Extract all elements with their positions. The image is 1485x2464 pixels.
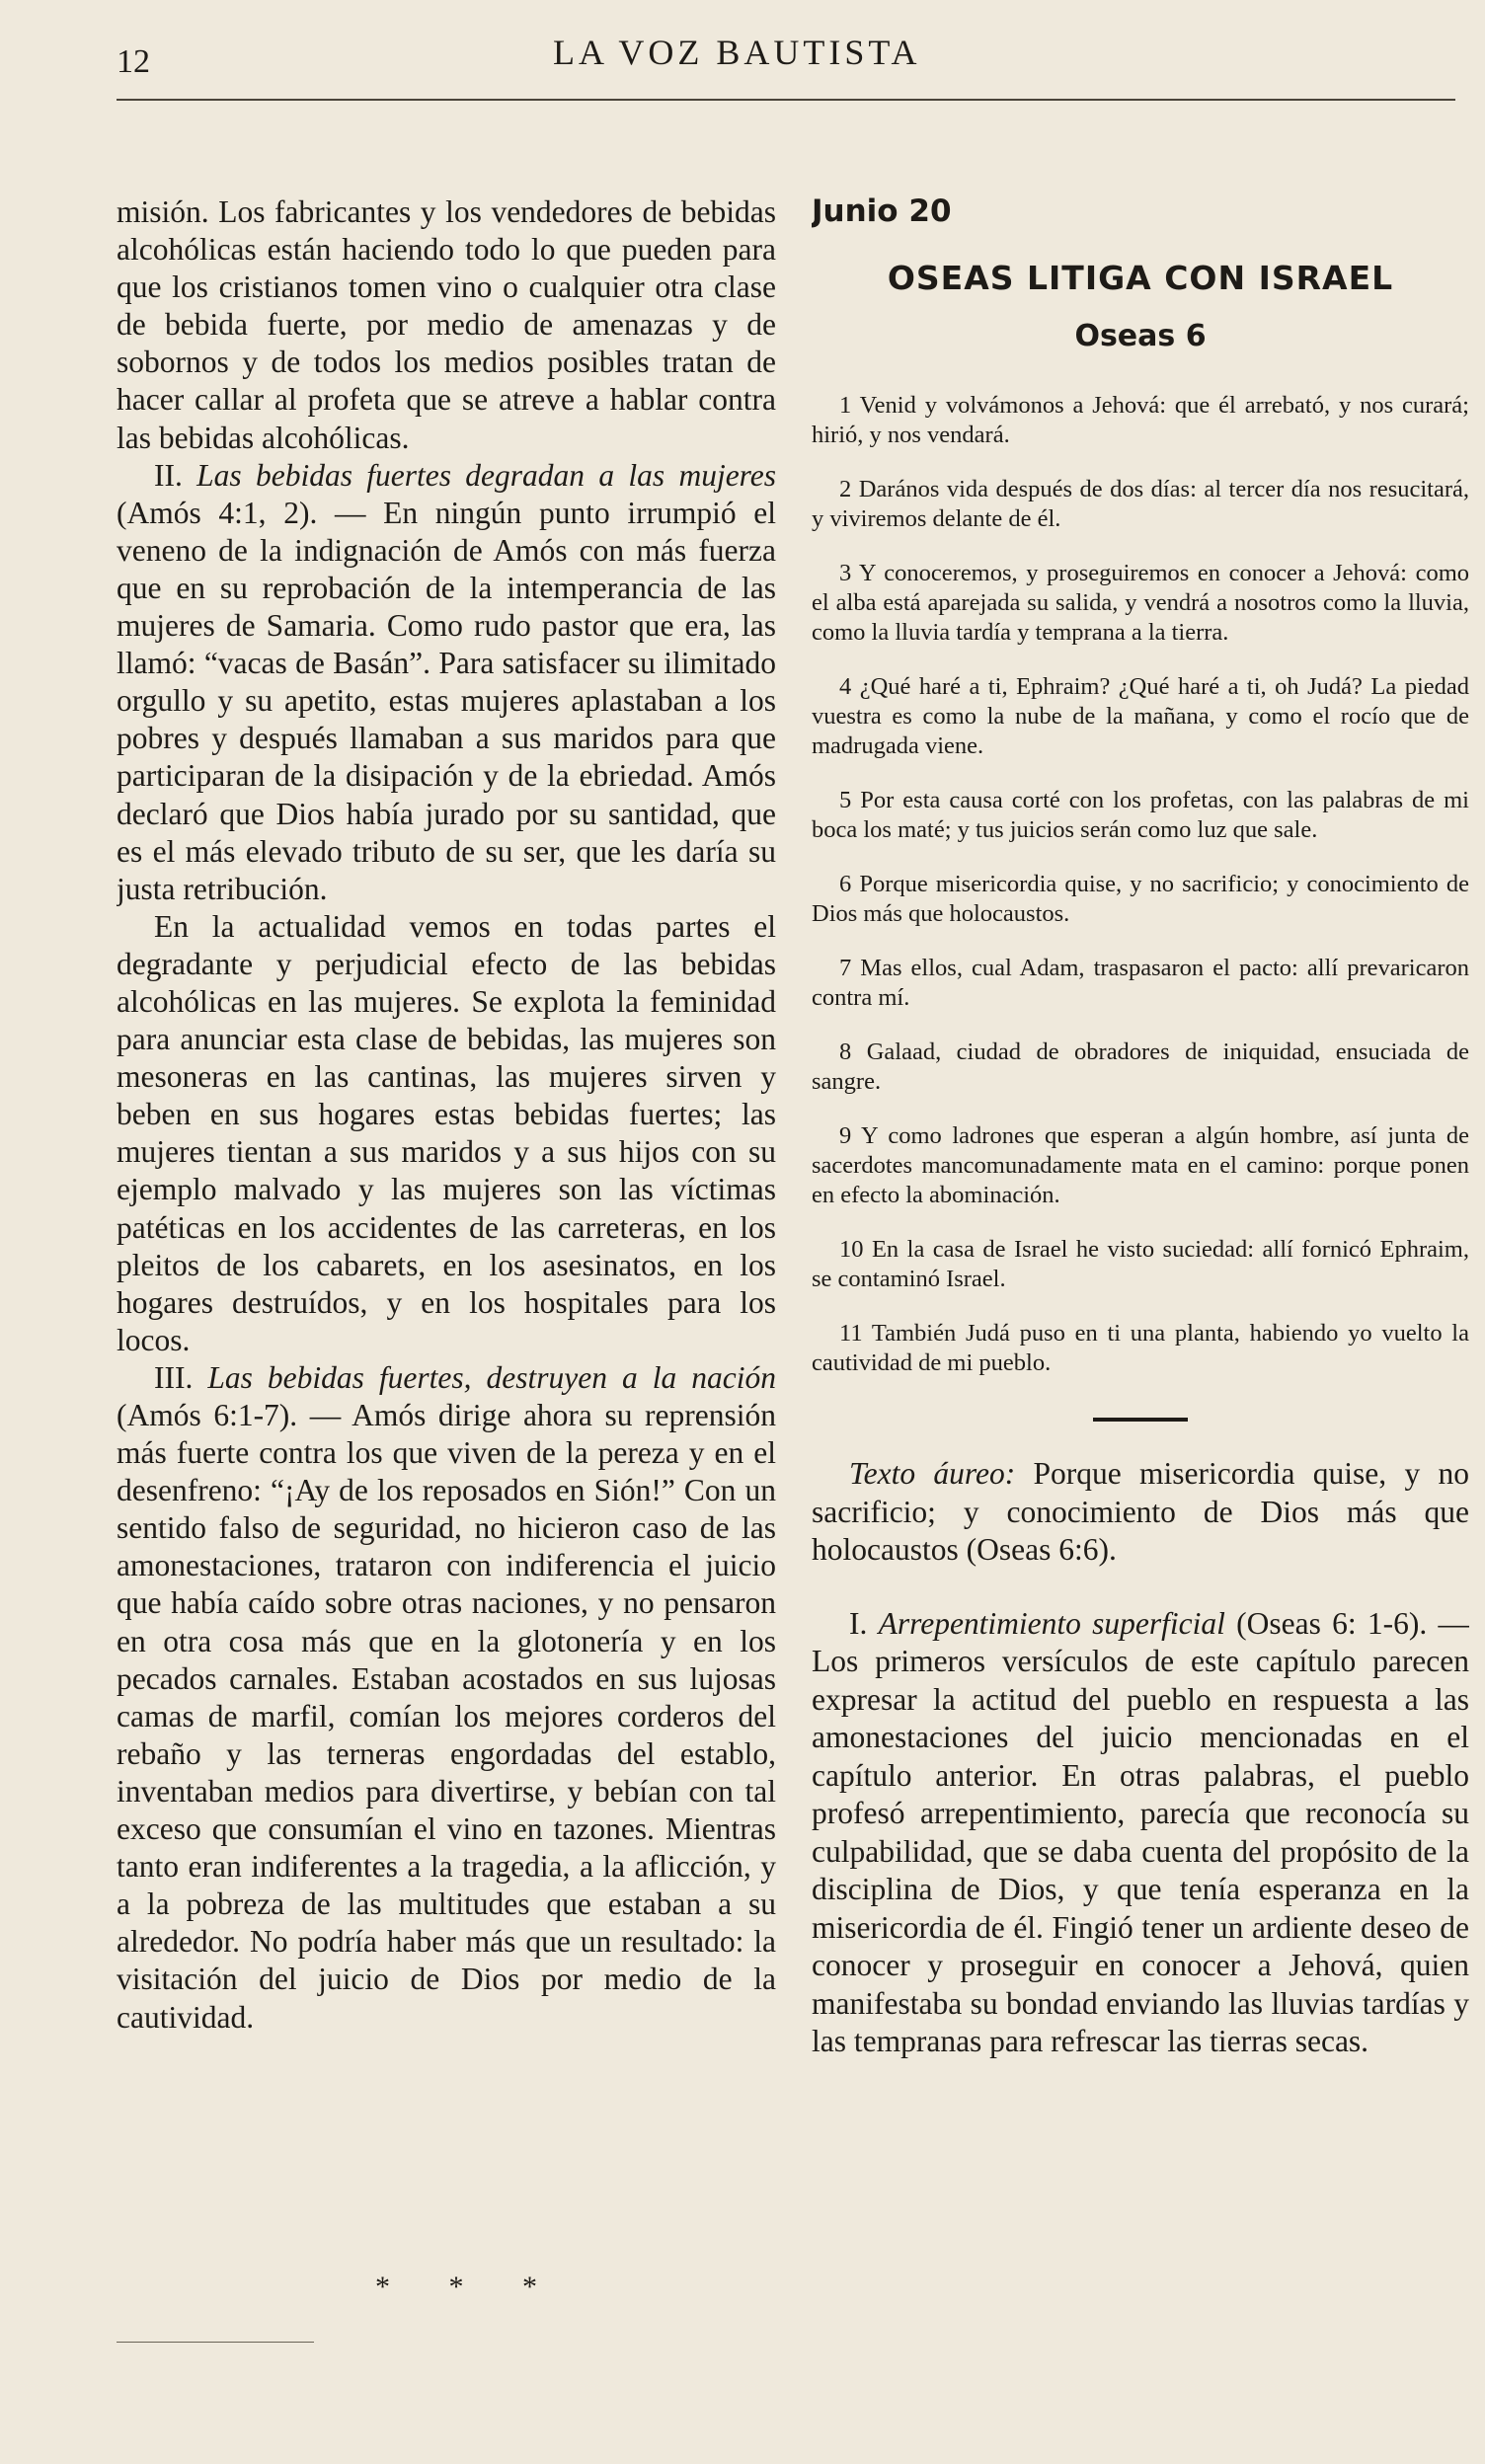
verse-item: 4 ¿Qué haré a ti, Ephraim? ¿Qué haré a ti, oh Judá? La piedad vuestra es como la nube de la mañana, y como el rocío que de madrugada viene. (812, 673, 1469, 759)
point-body: (Oseas 6: 1-6). — Los primeros versículos de este capítulo parecen expresar la actitud del pueblo en respuesta a las amonestaciones del juicio mencionadas en el capítulo anterior. En otras palabras, el pueblo profesó arrepentimiento, parecía que reconocía su culpabilidad, que se daba cuenta del propósito de la disciplina de Dios, y que tenía esperanza en la misericordia de él. Fingió tener un ardiente deseo de conocer y proseguir en conocer a Jehová, quien manifestaba su bondad enviando las lluvias tardías y las tempranas para refrescar las tierras secas. (812, 1605, 1469, 2058)
verse-item: 9 Y como ladrones que esperan a algún hombre, así junta de sacerdotes mancomunadamente mata en el camino: porque ponen en efecto la abominación. (812, 1122, 1469, 1208)
point-heading: Arrepentimiento superficial (878, 1605, 1225, 1641)
point-number: II. (154, 457, 197, 493)
page-number: 12 (117, 43, 150, 80)
point-body: (Amós 6:1-7). — Amós dirige ahora su reprensión más fuerte contra los que viven de la pereza y en el desenfreno: “¡Ay de los reposados en Sión!” Con un sentido falso de seguridad, no hicieron caso de las amonestaciones, trataron con indiferencia el juicio que había caído sobre otras naciones, y no pensaron en otra cosa más que en la glotonería y en los pecados carnales. Estaban acostados en sus lujosas camas de marfil, comían los mejores corderos del rebaño y las terneras engordadas del establo, inventaban medios para divertirse, y bebían con tal exceso que consumían el vino en tazones. Mientras tanto eran indiferentes a la tragedia, a la aflicción, y a la pobreza de las multitudes que estaban a su alrededor. No podría haber más que un resultado: la visitación del juicio de Dios por medio de la cautividad. (117, 1398, 776, 2035)
verse-item: 6 Porque misericordia quise, y no sacrificio; y conocimiento de Dios más que holocaustos. (812, 871, 1469, 927)
golden-text-body: Porque misericordia quise, y no sacrificio; y conocimiento de Dios más que holocaustos (Oseas 6:6). (812, 1456, 1469, 1567)
golden-text (812, 1455, 1469, 1570)
section-stars: * * * (375, 2271, 563, 2303)
page-header (0, 0, 1485, 109)
point-heading: Las bebidas fuertes degradan a las mujeres (196, 457, 776, 493)
lesson-reference: Oseas 6 (1074, 319, 1207, 353)
journal-title: LA VOZ BAUTISTA (553, 33, 921, 72)
point-number: III. (154, 1359, 208, 1395)
point-number: I. (849, 1605, 879, 1641)
verse-list (812, 391, 1469, 1378)
verse-item: 7 Mas ellos, cual Adam, traspasaron el pacto: allí prevaricaron contra mí. (812, 955, 1469, 1011)
golden-text-label: Texto áureo: (849, 1456, 1016, 1491)
verse-item: 10 En la casa de Israel he visto suciedad: allí fornicó Ephraim, se contaminó Israel. (812, 1236, 1469, 1292)
left-column (117, 193, 776, 2415)
point-body: (Amós 4:1, 2). — En ningún punto irrumpió el veneno de la indignación de Amós con más fuerza que en su reprobación de la intemperancia de las mujeres de Samaria. Como rudo pastor que era, las llamó: “vacas de Basán”. Para satisfacer su ilimitado orgullo y su apetito, estas mujeres aplastaban a los pobres y después llamaban a sus maridos para que participaran de la disipación y de la ebriedad. Amós declaró que Dios había jurado por su santidad, que es el más elevado tributo de su ser, que les daría su justa retribución. (117, 495, 776, 906)
header-rule (117, 99, 1455, 101)
lesson-date: Junio 20 (812, 193, 952, 229)
paragraph-point-two (117, 457, 776, 908)
separator-rule (1093, 1418, 1188, 1422)
verse-item: 1 Venid y volvámonos a Jehová: que él arrebató, y nos curará; hirió, y nos vendará. (812, 392, 1469, 448)
verse-item: 5 Por esta causa corté con los profetas, con las palabras de mi boca los maté; y tus juicios serán como luz que sale. (812, 787, 1469, 843)
verse-item: 8 Galaad, ciudad de obradores de iniquidad, ensuciada de sangre. (812, 1039, 1469, 1095)
verse-item: 11 También Judá puso en ti una planta, habiendo yo vuelto la cautividad de mi pueblo. (812, 1320, 1469, 1376)
paragraph-actuality: En la actualidad vemos en todas partes el degradante y perjudicial efecto de las bebidas alcohólicas en las mujeres. Se explota la feminidad para anunciar esta clase de bebidas, las mujeres son mesoneras en las cantinas, las mujeres sirven y beben en sus hogares estas bebidas fuertes; las mujeres tientan a sus maridos y a sus hijos con su ejemplo malvado y las mujeres son las víctimas patéticas en los accidentes de las carreteras, en los pleitos de los cabarets, en los asesinatos, en los hogares destruídos, y en los hospitales para los locos. (117, 908, 776, 1357)
paragraph-point-one (812, 1605, 1469, 2061)
point-heading: Las bebidas fuertes, destruyen a la nación (207, 1359, 776, 1395)
paragraph-point-three (117, 1359, 776, 2037)
lesson-title: OSEAS LITIGA CON ISRAEL (887, 259, 1394, 297)
verse-item: 3 Y conoceremos, y proseguiremos en conocer a Jehová: como el alba está aparejada su salida, y vendrá a nosotros como la lluvia, como la lluvia tardía y temprana a la tierra. (812, 560, 1469, 646)
verse-item: 2 Darános vida después de dos días: al tercer día nos resucitará, y viviremos delante de él. (812, 476, 1469, 532)
paragraph-continuation: misión. Los fabricantes y los vendedores de bebidas alcohólicas están haciendo todo lo que pueden para que los cristianos tomen vino o cualquier otra clase de bebida fuerte, por medio de amenazas y de sobornos y de todos los medios posibles tratan de hacer callar al profeta que se atreve a hablar contra las bebidas alcohólicas. (117, 194, 776, 455)
right-column (812, 193, 1469, 2425)
footer-rule (117, 2342, 314, 2343)
